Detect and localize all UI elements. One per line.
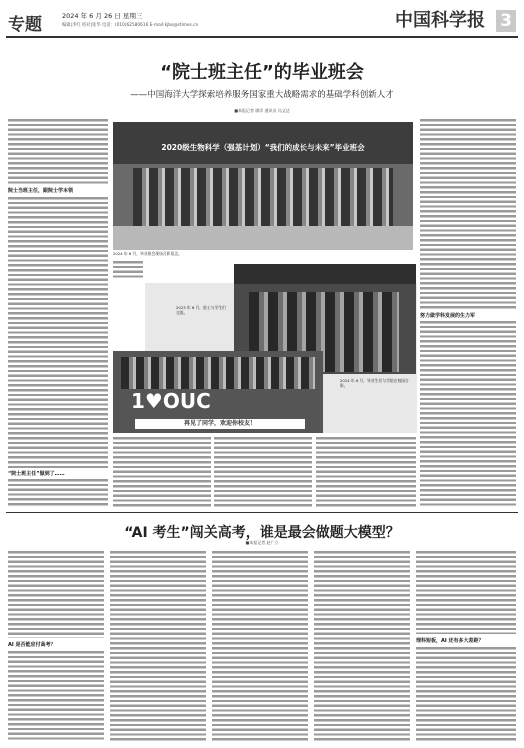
article1-subhead-3: “院士班主任”做到了……: [8, 471, 65, 477]
article1-title: “院士班主任”的毕业班会: [160, 62, 364, 83]
article2-text-col3: [212, 550, 308, 742]
article1-text-col4b: [420, 320, 516, 508]
article1-text-col1a: [8, 118, 108, 184]
article1-text-col1c: [8, 478, 108, 508]
article2-byline: ■本报记者 赵广立: [245, 540, 279, 545]
ouc-banner: 再见了同学，欢迎你校友！: [135, 419, 305, 429]
issue-date: 2024 年 6 月 26 日 星期三: [62, 12, 143, 20]
article1-text-col1b: [8, 196, 108, 468]
graduation-photo: [113, 351, 323, 433]
newspaper-masthead: 中国科学报: [395, 10, 485, 31]
photo1-caption: 2024 年 6 月，毕业班会现场合影留念。: [113, 251, 182, 256]
editor-info: 编辑|李红 校对|张华 电话：(010)62580616 E-mail:kjbs@stimes.cn: [62, 23, 199, 28]
article1-text-col2: [113, 436, 211, 508]
photo2-caption: 2023 年 6 月，院士与学生们交流。: [176, 305, 226, 315]
article1-text-col3a: [214, 436, 312, 508]
article1-subtitle: ——中国海洋大学探索培养服务国家重大战略需求的基础学科创新人才: [130, 90, 394, 100]
group-photo: [113, 122, 413, 250]
article2-subhead-2: 理科短板，AI 还有多大差距？: [416, 638, 484, 644]
header-rule: [6, 36, 518, 38]
article2-text-col4: [314, 550, 410, 742]
article2-subhead-1: AI 是否能应付高考？: [8, 642, 56, 648]
page-number: 3: [496, 10, 516, 32]
article1-subhead-2: 努力做学科发展的生力军: [420, 313, 476, 319]
article2-text-col5a: [416, 550, 516, 634]
article-divider: [6, 512, 518, 513]
banner-text: 2020级生物科学（强基计划）“我们的成长与未来”毕业班会: [161, 143, 365, 152]
article1-text-mid: [113, 260, 143, 280]
article2-text-col5b: [416, 646, 516, 742]
section-label: 专题: [8, 15, 42, 35]
article2-text-col2: [110, 550, 206, 742]
article2-text-col1b: [8, 650, 104, 742]
article1-subhead-1: 院士当班主任，跟院士学本领: [8, 188, 74, 194]
article1-text-col4a: [420, 118, 516, 310]
photo3-caption: 2024 年 6 月，毕业生们与学院在校园合影。: [340, 378, 409, 388]
ouc-sign: 1♥OUC: [131, 389, 211, 413]
article2-text-col1a: [8, 550, 104, 638]
article2-title: “AI 考生”闯关高考，谁是最会做题大模型？: [124, 525, 400, 541]
article1-text-col3b: [316, 436, 416, 508]
article1-byline: ■本报记者 廖洋 通讯员 冯文达: [234, 108, 290, 113]
